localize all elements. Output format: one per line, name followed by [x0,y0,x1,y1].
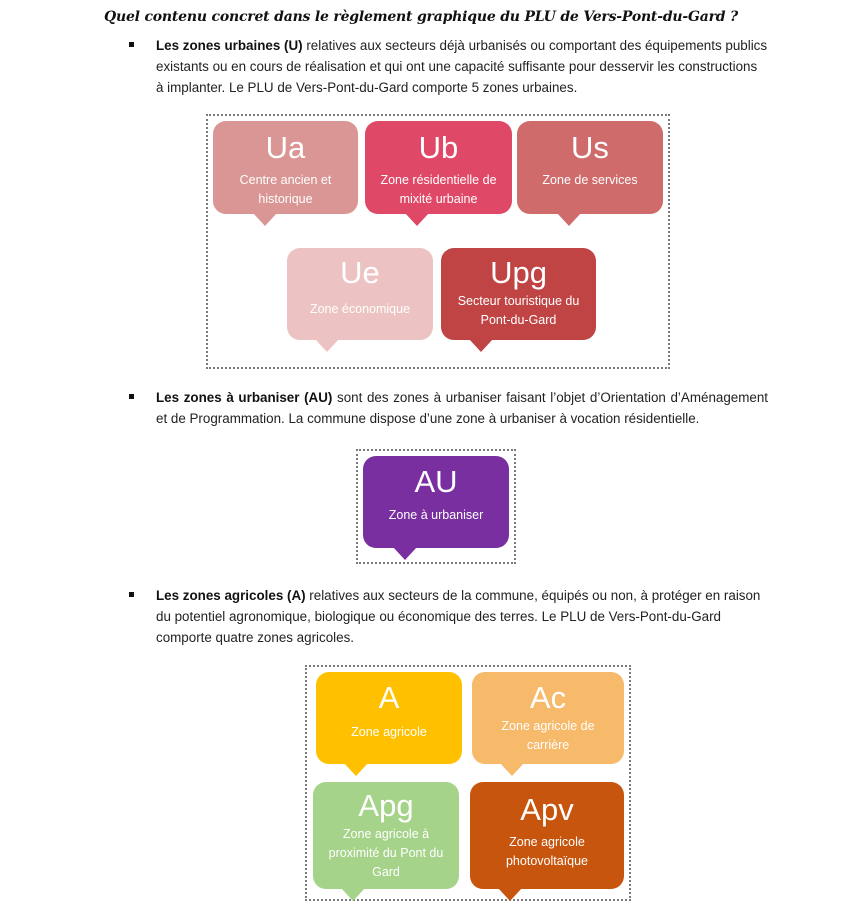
zone-code: Ua [265,130,306,165]
zone-tile-ue [287,248,433,340]
zone-label: Secteur touristique du Pont-du-Gard [457,294,580,327]
zone-code: A [378,680,400,715]
zone-tile-us [517,121,663,214]
urban-zones-paragraph [156,35,768,98]
zone-label: Zone agricole à proximité du Pont du Gard [328,827,444,879]
zone-code: Us [571,130,609,165]
bullet-icon [128,588,138,598]
zone-code: AU [414,464,458,499]
zone-tile-apv [470,782,624,889]
speech-tail [315,339,339,352]
zone-tile-ub [365,121,512,214]
zone-label: Zone de services [542,173,638,187]
zone-code: Apg [358,788,414,823]
zone-code: Apv [520,792,574,827]
zone-code: Upg [490,255,547,290]
zone-tile-apg [313,782,459,889]
zone-label: Zone agricole de carrière [501,719,595,752]
zone-code: Ue [340,255,380,290]
zone-label: Centre ancien et historique [239,173,332,206]
agricultural-term: Les zones agricoles (A) [156,588,306,603]
zone-label: Zone agricole photovoltaïque [505,835,588,868]
speech-tail [500,763,524,776]
page-title: Quel contenu concret dans le règlement graphique du PLU de Vers-Pont-du-Gard ? [104,9,739,25]
bullet-icon [128,38,138,48]
zone-code: Ac [529,680,567,715]
urban-zones-text: relatives aux secteurs déjà urbanisés ou comportant des équipements publics existants ou en cours de réalisation et qui ont une capacité suffisante pour desservir les constructions à implanter. Le PLU de Vers-Pont-du-Gard comporte 5 zones urbaines. [156,38,768,95]
speech-tail [344,763,368,776]
zone-code: Ub [418,130,459,165]
to-urbanize-paragraph [156,387,768,429]
speech-tail [469,339,493,352]
agricultural-paragraph [156,585,768,648]
speech-tail [405,213,429,226]
zone-tile-au [363,456,509,548]
speech-tail [393,547,417,560]
zone-label: Zone résidentielle de mixité urbaine [380,173,497,206]
urban-zones-term: Les zones urbaines (U) [156,38,303,53]
speech-tail [341,888,365,901]
to-urbanize-term: Les zones à urbaniser (AU) [156,390,333,405]
zone-label: Zone économique [309,302,411,316]
zone-label: Zone à urbaniser [388,508,484,522]
zone-tile-a [316,672,462,764]
speech-tail [253,213,277,226]
speech-tail [557,213,581,226]
zone-tile-upg [441,248,596,340]
bullet-icon [128,390,138,400]
zone-tile-ua [213,121,358,214]
agricultural-text: relatives aux secteurs de la commune, équipés ou non, à protéger en raison du potentiel agronomique, biologique ou économique des terres. Le PLU de Vers-Pont-du-Gard comporte quatre zones agricoles. [156,588,761,645]
speech-tail [498,888,522,901]
zone-tile-ac [472,672,624,764]
zone-label: Zone agricole [351,725,427,739]
to-urbanize-text: sont des zones à urbaniser faisant l’objet d’Orientation d’Aménagement et de Programmation. La commune dispose d’une zone à urbaniser à vocation résidentielle. [156,390,768,426]
